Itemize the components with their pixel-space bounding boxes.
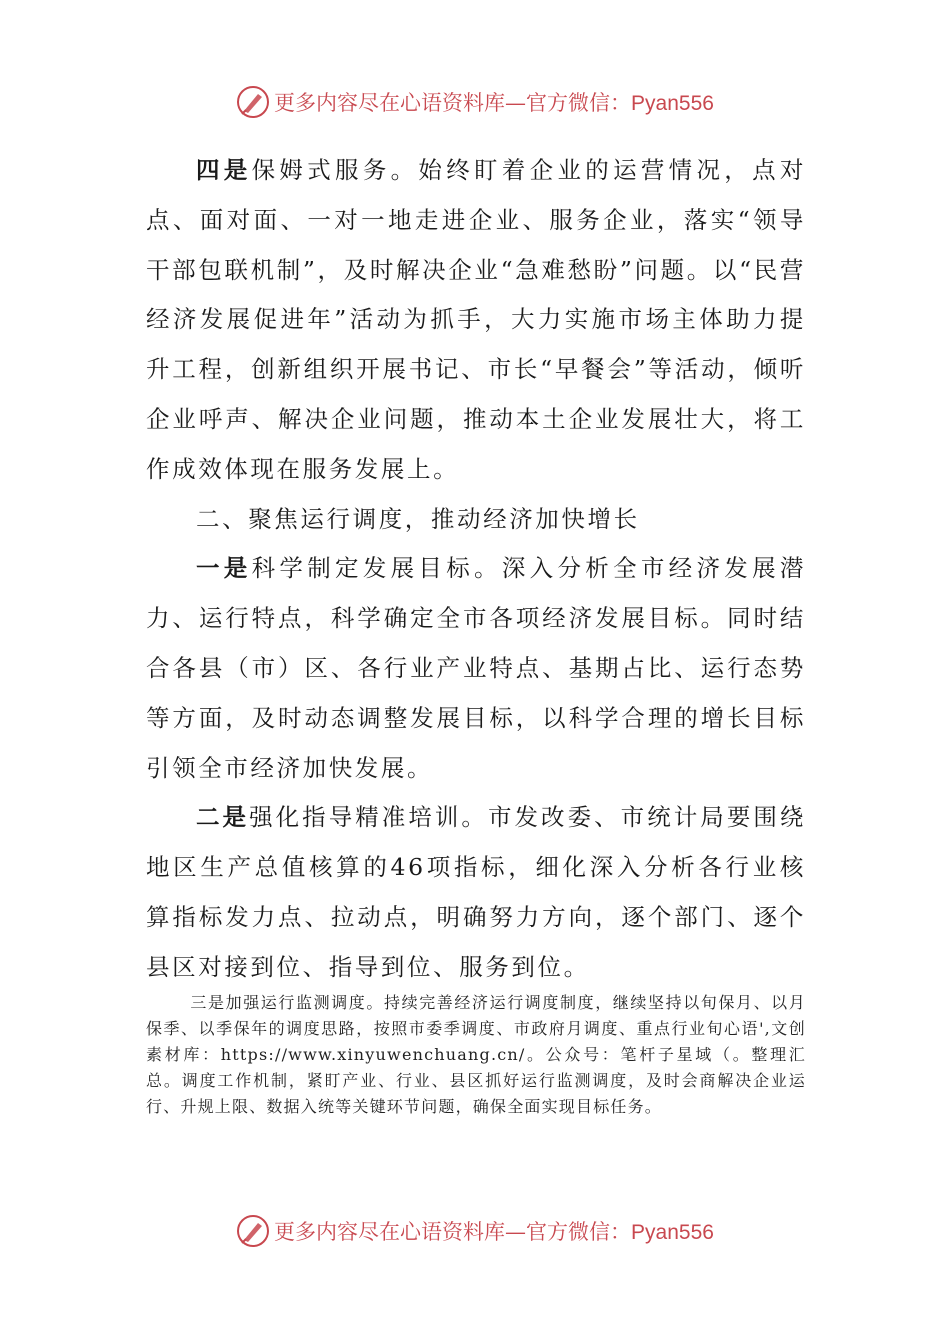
- header-banner: [0, 82, 950, 122]
- paragraph-item2: 二是强化指导精准培训。市发改委、市统计局要围绕地区生产总值核算的46项指标，细化深入分析各行业核算指标发力点、拉动点，明确努力方向，逐个部门、逐个县区对接到位、指导到位、服务到位。: [146, 803, 806, 981]
- pen-logo-icon: [236, 85, 270, 119]
- pen-logo-icon: [236, 1214, 270, 1248]
- paragraph-lead: 一是: [196, 554, 252, 583]
- paragraph-lead: 四是: [196, 156, 252, 184]
- banner-text: 更多内容尽在心语资料库—官方微信：Pyan556: [274, 91, 714, 115]
- small-note-paragraph: 三是加强运行监测调度。持续完善经济运行调度制度，继续坚持以旬保月、以月保季、以季保年的调度思路，按照市委季调度、市政府月调度、重点行业旬心语',文创素材库：https://www.xinyuwenchuang.cn/。公众号：笔杆子星域（。整理汇总。调度工作机制，紧盯产业、行业、县区抓好运行监测调度，及时会商解决企业运行、升规上限、数据入统等关键环节问题，确保全面实现目标任务。: [146, 993, 806, 1116]
- footer-banner: [0, 1211, 950, 1251]
- paragraph-item1: 一是科学制定发展目标。深入分析全市经济发展潜力、运行特点，科学确定全市各项经济发展目标。同时结合各县（市）区、各行业产业特点、基期占比、运行态势等方面，及时动态调整发展目标，以科学合理的增长目标引领全市经济加快发展。: [146, 554, 806, 782]
- paragraph-section4: 四是保姆式服务。始终盯着企业的运营情况，点对点、面对面、一对一地走进企业、服务企业，落实“领导干部包联机制”，及时解决企业“急难愁盼”问题。以“民营经济发展促进年”活动为抓手，大力实施市场主体助力提升工程，创新组织开展书记、市长“早餐会”等活动，倾听企业呼声、解决企业问题，推动本土企业发展壮大，将工作成效体现在服务发展上。: [146, 156, 806, 483]
- paragraph-lead: 二是: [196, 803, 250, 832]
- banner-text: 更多内容尽在心语资料库—官方微信：Pyan556: [274, 1220, 714, 1244]
- document-body: [146, 146, 806, 993]
- section-heading: 二、聚焦运行调度，推动经济加快增长: [196, 504, 640, 533]
